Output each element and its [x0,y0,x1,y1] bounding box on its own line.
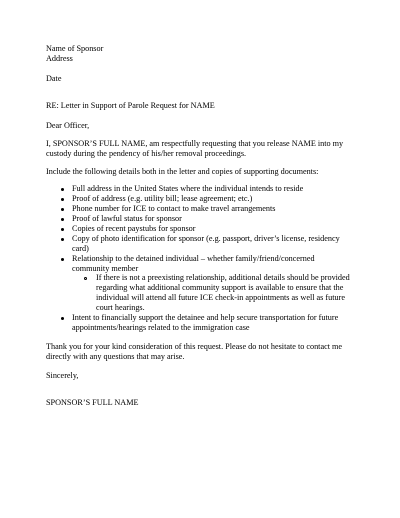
sub-bullet-line-1: If there is not a preexisting relationship, additional details should be provided [96,273,350,282]
include-instructions: Include the following details both in the letter and copies of supporting documents: [46,167,319,176]
intro-line-2: custody during the pendency of his/her removal proceedings. [46,149,247,158]
bullet-icon [61,258,64,261]
bullet-icon [61,198,64,201]
letter-date: Date [46,74,62,83]
closing-line-2: directly with any questions that may arise. [46,352,185,361]
bullet-item-8-line-2: appointments/hearings related to the immigration case [72,323,250,332]
bullet-item-7-line-1: Relationship to the detained individual – whether family/friend/concerned [72,254,315,263]
bullet-item-6-line-1: Copy of photo identification for sponsor (e.g. passport, driver’s license, residency [72,234,340,243]
bullet-icon [61,317,64,320]
bullet-item-3: Phone number for ICE to contact to make travel arrangements [72,204,276,213]
sponsor-name: Name of Sponsor [46,44,104,53]
bullet-icon [61,208,64,211]
bullet-item-5: Copies of recent paystubs for sponsor [72,224,196,233]
bullet-item-8-line-1: Intent to financially support the detainee and help secure transportation for future [72,313,339,322]
signature-name: SPONSOR’S FULL NAME [46,398,139,407]
bullet-icon [61,228,64,231]
bullet-icon [61,188,64,191]
bullet-item-1: Full address in the United States where the individual intends to reside [72,184,304,193]
bullet-item-6-line-2: card) [72,244,89,253]
subject-line: RE: Letter in Support of Parole Request for NAME [46,101,215,110]
salutation: Dear Officer, [46,121,90,130]
sub-bullet-line-4: court hearings. [96,303,145,312]
bullet-item-4: Proof of lawful status for sponsor [72,214,182,223]
bullet-icon [61,238,64,241]
sub-bullet-line-2: regarding what additional community support is available to ensure that the [96,283,344,292]
bullet-item-7-line-2: community member [72,264,139,273]
sub-bullet-icon [84,277,87,280]
bullet-icon [61,218,64,221]
closing-line-1: Thank you for your kind consideration of this request. Please do not hesitate to contact me [46,342,343,351]
sub-bullet-line-3: individual will attend all future ICE check-in appointments as well as future [96,293,345,302]
sponsor-address: Address [46,54,73,63]
signoff: Sincerely, [46,371,79,380]
intro-line-1: I, SPONSOR’S FULL NAME, am respectfully requesting that you release NAME into my [46,139,344,148]
bullet-item-2: Proof of address (e.g. utility bill; lease agreement; etc.) [72,194,253,203]
